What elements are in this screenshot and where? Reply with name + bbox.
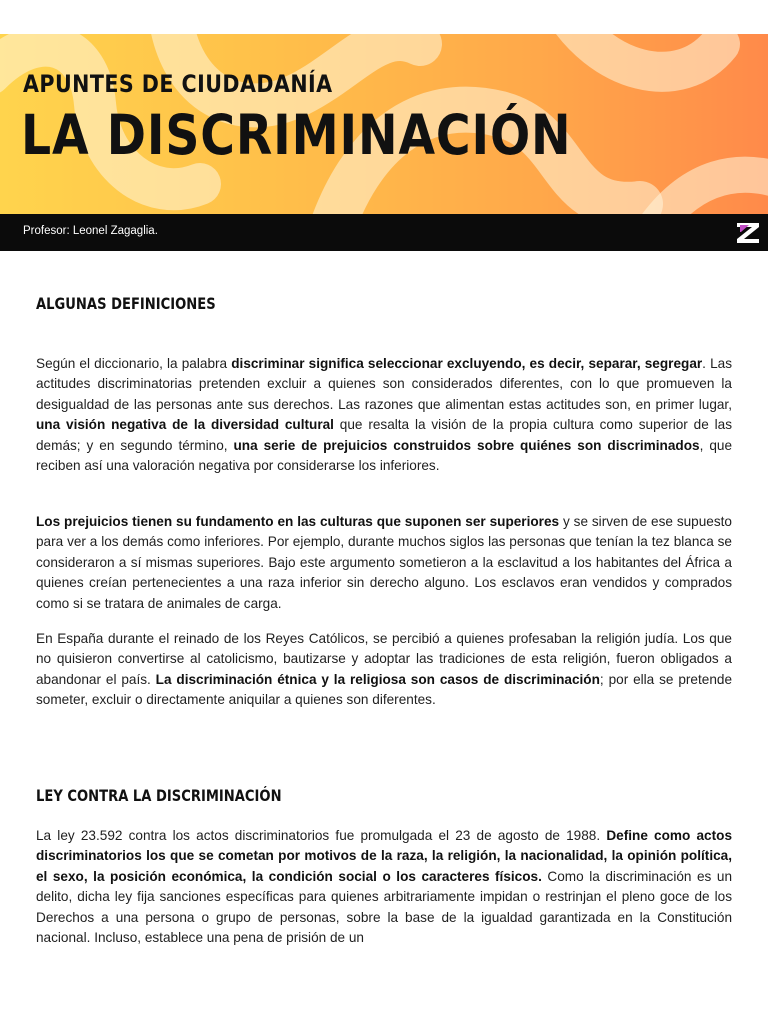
professor-name: Profesor: Leonel Zagaglia.: [23, 225, 158, 237]
paragraph: [36, 826, 732, 948]
document-subtitle: APUNTES DE CIUDADANÍA: [23, 70, 333, 98]
top-margin: [0, 0, 768, 34]
bold-text: La discriminación étnica y la religiosa son casos de discriminación: [155, 671, 600, 687]
body-text: ; por ella se pretende someter, excluir o directamente aniquilar a quienes son diferentes.: [36, 671, 733, 708]
header-banner: [0, 34, 768, 214]
section-heading-definiciones: ALGUNAS DEFINICIONES: [36, 294, 216, 313]
z-logo-icon: [737, 223, 759, 243]
body-text: Como la discriminación es un delito, dicha ley fija sanciones específicas para quienes arbitrariamente impidan o restrinjan el pleno goce de los Derechos a una persona o grupo de personas, sobre la base de la igualdad garantizada en la Constitución nacional. Incluso, establece una pena de prisión de un: [36, 868, 733, 946]
bold-text: Los prejuicios tienen su fundamento en las culturas que suponen ser superiores: [36, 514, 560, 529]
body-text: . Las actitudes discriminatorias pretenden excluir a quienes son considerados diferentes, con lo que promueven la desigualdad de las personas ante sus derechos. Las razones que alimentan estas actitudes son, en primer lugar,: [36, 356, 732, 412]
bold-text: discriminar significa seleccionar excluyendo, es decir, separar, segregar: [231, 356, 703, 371]
document-title: LA DISCRIMINACIÓN: [21, 103, 572, 167]
paragraph: [36, 512, 732, 614]
body-text: En España durante el reinado de los Reyes Católicos, se percibió a quienes profesaban la religión judía. Los que no quisieron convertirse al catolicismo, bautizarse y adoptar las tradiciones de esta religión, fueron obligados a abandonar el país.: [36, 631, 732, 687]
section-heading-ley: LEY CONTRA LA DISCRIMINACIÓN: [36, 786, 282, 805]
body-text: La ley 23.592 contra los actos discriminatorios fue promulgada el 23 de agosto de 1988.: [36, 828, 607, 843]
paragraph: [36, 354, 732, 476]
body-text: que resalta la visión de la propia cultura como superior de las demás; y en segundo término,: [36, 417, 733, 453]
body-text: , que reciben así una valoración negativa por considerarse los inferiores.: [36, 437, 732, 474]
paragraph: [36, 629, 732, 711]
body-text: Según el diccionario, la palabra: [36, 356, 232, 371]
body-text: y se sirven de ese supuesto para ver a los demás como inferiores. Por ejemplo, durante muchos siglos las personas que tenían la tez blanca se consideraron a sí mismas superiores. Bajo este argumento sometieron a la esclavitud a los habitantes del África a quienes creían pertenecientes a una raza inferior sin derecho alguno. Los esclavos eran vendidos y comprados como si se tratara de animales de carga.: [36, 514, 732, 611]
bold-text: una visión negativa de la diversidad cultural: [36, 417, 334, 433]
author-bar: [0, 214, 768, 251]
bold-text: Define como actos discriminatorios los que se cometan por motivos de la raza, la religión, la nacionalidad, la opinión política, el sexo, la posición económica, la condición social o los caracteres físicos.: [36, 828, 732, 884]
bold-text: una serie de prejuicios construidos sobre quiénes son discriminados: [233, 437, 700, 453]
